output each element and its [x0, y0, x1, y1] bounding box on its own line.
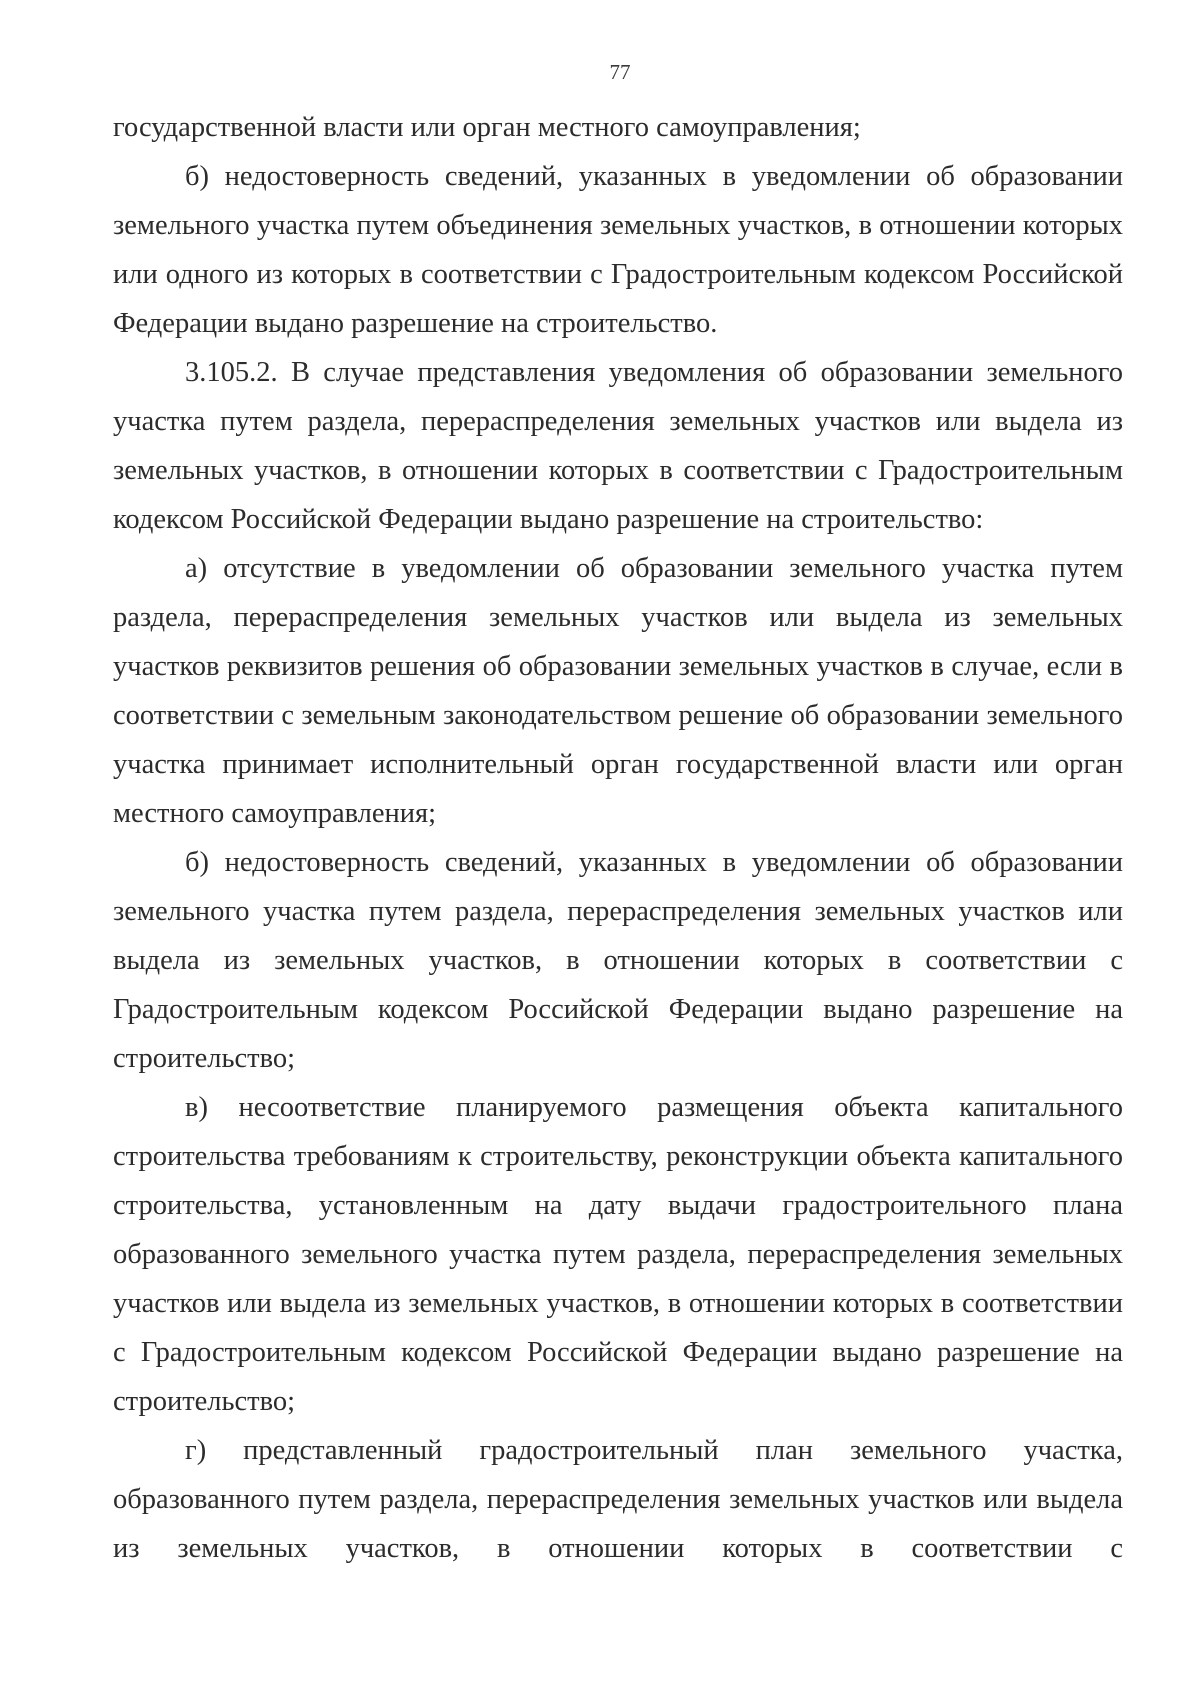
paragraph-item-b: б) недостоверность сведений, указанных в уведомлении об образовании земельного участка путем раздела, перераспределения земельных участков или выдела из земельных участков, в отношении которых в соответствии с Градостроительным кодексом Российской Федерации выдано разрешение на строительство;: [113, 847, 1123, 1074]
page-number: 77: [609, 60, 631, 84]
paragraph-continuation: государственной власти или орган местного самоуправления;: [113, 112, 861, 143]
paragraph-item-b-merge: б) недостоверность сведений, указанных в уведомлении об образовании земельного участка путем объединения земельных участков, в отношении которых или одного из которых в соответствии с Градостроительным кодексом Российской Федерации выдано разрешение на строительство.: [113, 161, 1123, 339]
paragraph-item-v: в) несоответствие планируемого размещения объекта капитального строительства требованиям к строительству, реконструкции объекта капитального строительства, установленным на дату выдачи градостроительного плана образованного земельного участка путем раздела, перераспределения земельных участков или выдела из земельных участков, в отношении которых в соответствии с Градостроительным кодексом Российской Федерации выдано разрешение на строительство;: [113, 1092, 1123, 1417]
paragraph-item-g: г) представленный градостроительный план земельного участка, образованного путем раздела, перераспределения земельных участков или выдела из земельных участков, в отношении которых в соответствии с: [113, 1435, 1123, 1564]
document-body: [113, 103, 1123, 1573]
paragraph-clause-3-105-2: 3.105.2. В случае представления уведомления об образовании земельного участка путем раздела, перераспределения земельных участков или выдела из земельных участков, в отношении которых в соответствии с Градостроительным кодексом Российской Федерации выдано разрешение на строительство:: [113, 357, 1123, 535]
paragraph-item-a: а) отсутствие в уведомлении об образовании земельного участка путем раздела, перераспределения земельных участков или выдела из земельных участков реквизитов решения об образовании земельных участков в случае, если в соответствии с земельным законодательством решение об образовании земельного участка принимает исполнительный орган государственной власти или орган местного самоуправления;: [113, 553, 1123, 829]
